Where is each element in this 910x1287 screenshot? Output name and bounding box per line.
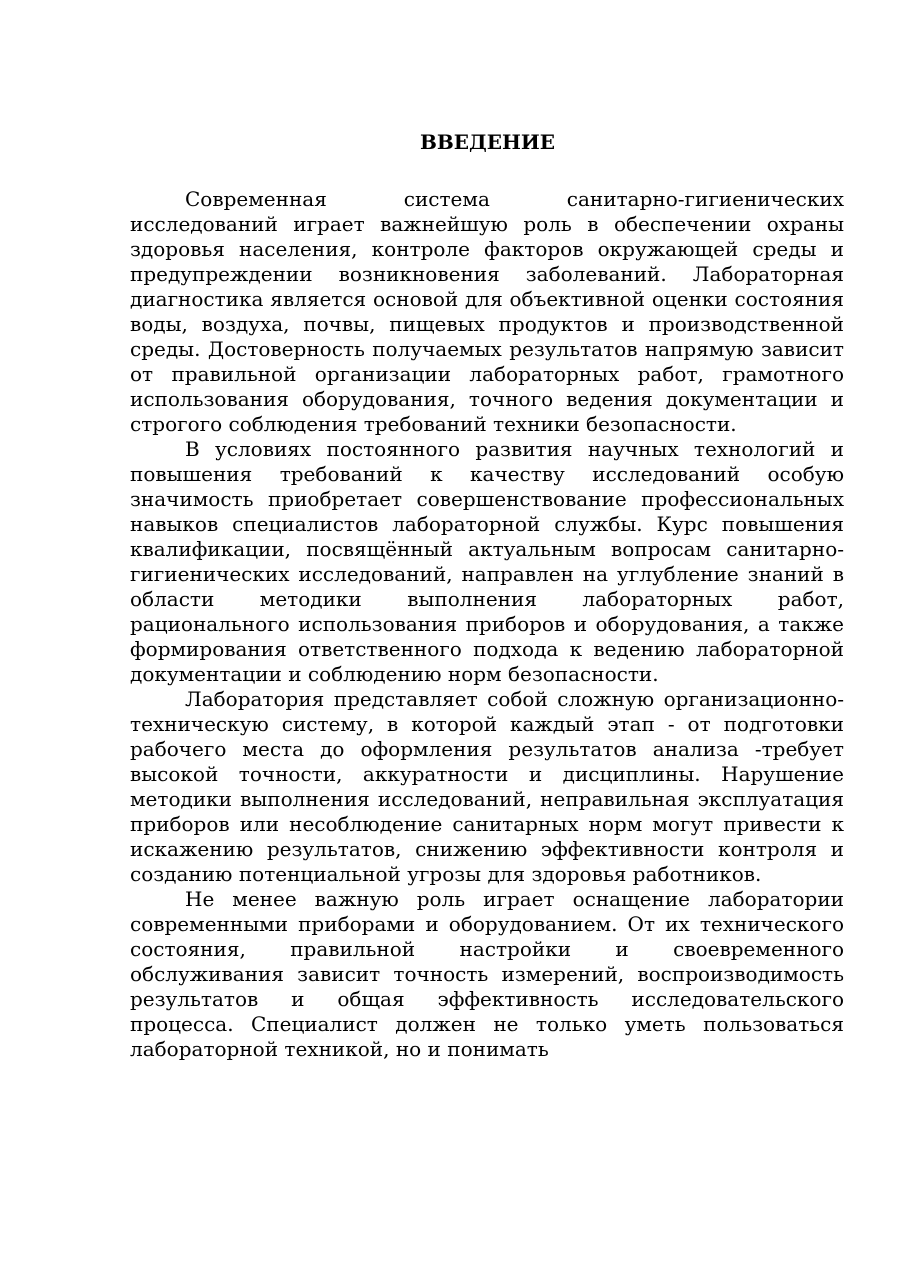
paragraph-4: Не менее важную роль играет оснащение лаборатории современными приборами и оборудованием. От их технического состояния, правильной настройки и своевременного обслуживания зависит точность измерений, воспроизводимость результатов и общая эффективность исследовательского процесса. Специалист должен не только уметь пользоваться лабораторной техникой, но и понимать — [130, 887, 844, 1061]
paragraph-2: В условиях постоянного развития научных технологий и повышения требований к качеству исследований особую значимость приобретает совершенствование профессиональных навыков специалистов лабораторной службы. Курс повышения квалификации, посвящённый актуальным вопросам санитарно-гигиенических исследований, направлен на углубление знаний в области методики выполнения лабораторных работ, рационального использования приборов и оборудования, а также формирования ответственного подхода к ведению лабораторной документации и соблюдению норм безопасности. — [130, 437, 844, 686]
paragraph-1: Современная система санитарно-гигиенических исследований играет важнейшую роль в обеспечении охраны здоровья населения, контроле факторов окружающей среды и предупреждении возникновения заболеваний. Лабораторная диагностика является основой для объективной оценки состояния воды, воздуха, почвы, пищевых продуктов и производственной среды. Достоверность получаемых результатов напрямую зависит от правильной организации лабораторных работ, грамотного использования оборудования, точного ведения документации и строгого соблюдения требований техники безопасности. — [130, 187, 844, 436]
document-body — [130, 187, 844, 1062]
paragraph-3: Лаборатория представляет собой сложную организационно-техническую систему, в которой каждый этап - от подготовки рабочего места до оформления результатов анализа -требует высокой точности, аккуратности и дисциплины. Нарушение методики выполнения исследований, неправильная эксплуатация приборов или несоблюдение санитарных норм могут привести к искажению результатов, снижению эффективности контроля и созданию потенциальной угрозы для здоровья работников. — [130, 687, 844, 886]
page-title: ВВЕДЕНИЕ — [419, 130, 556, 154]
